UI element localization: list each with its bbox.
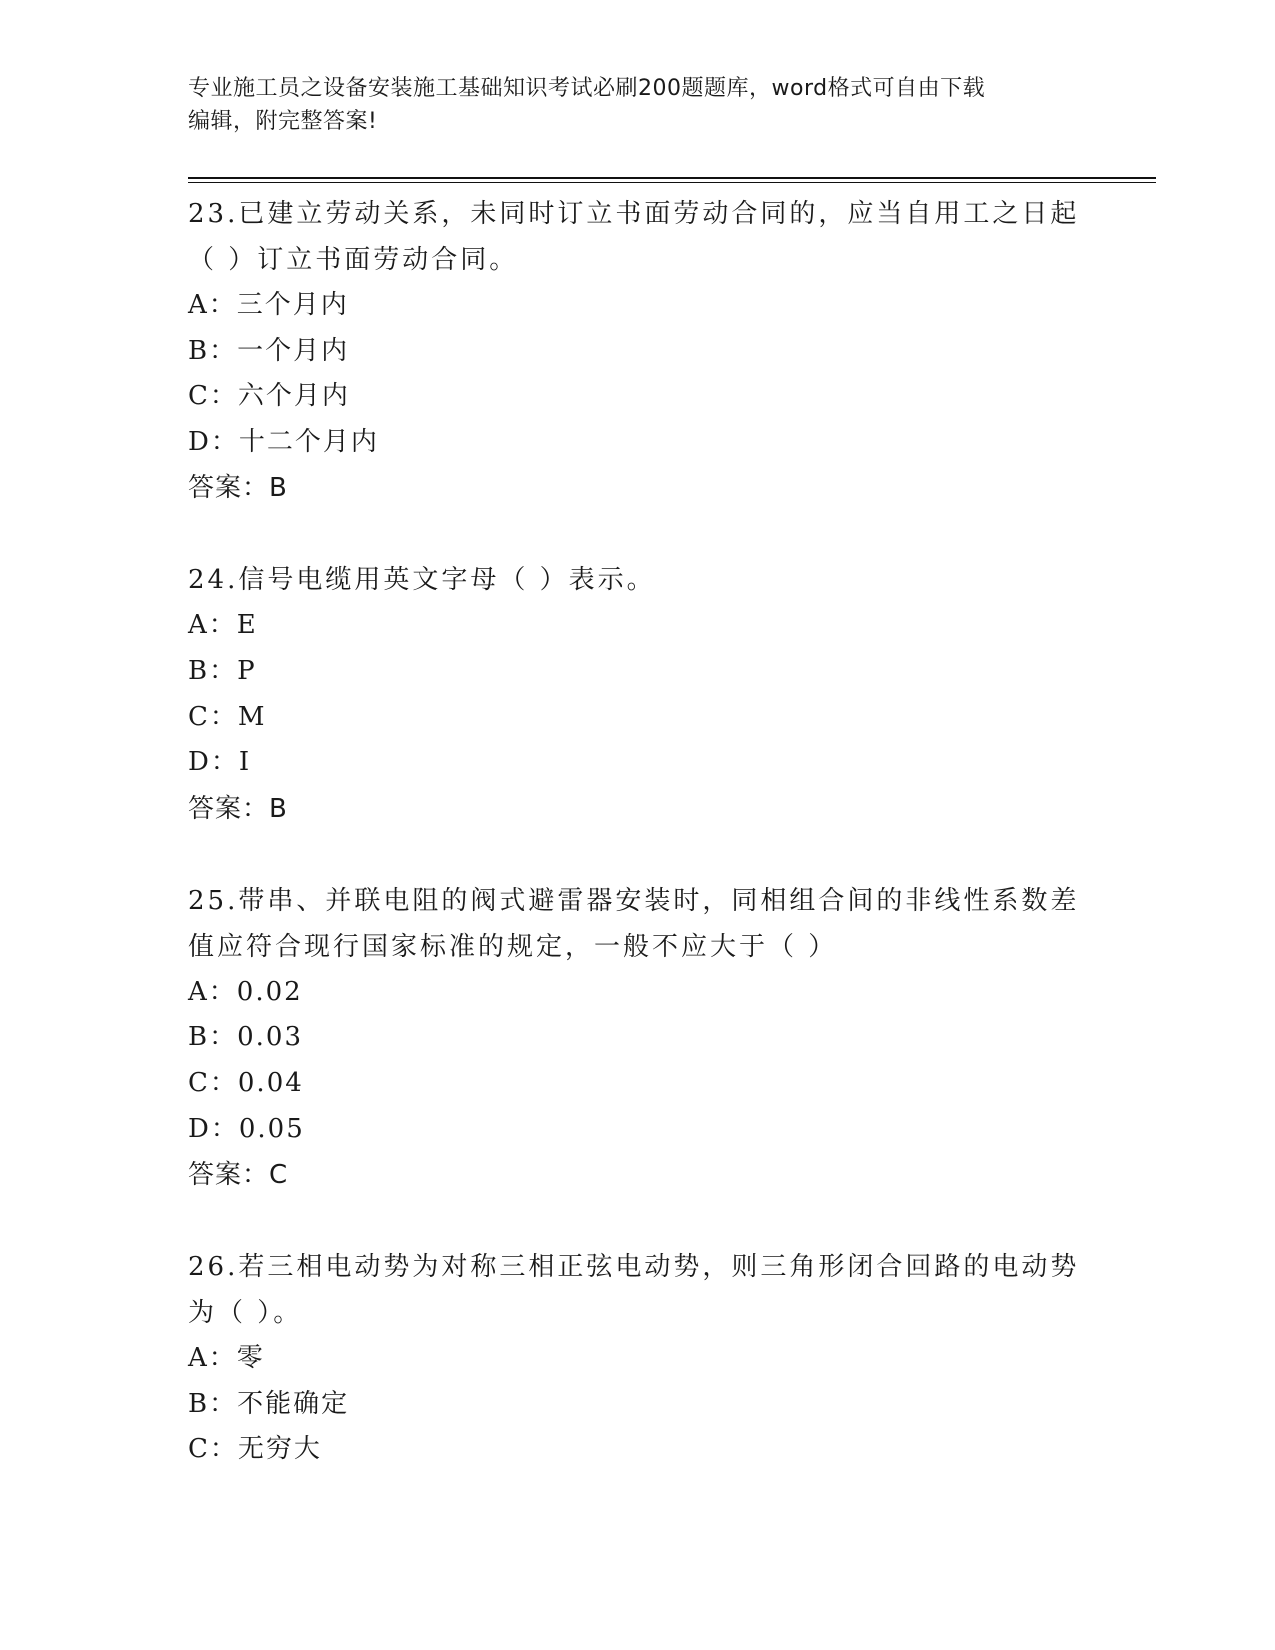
option-a: A：E <box>188 610 258 641</box>
option-d: D：0.05 <box>188 1113 305 1144</box>
question-stem <box>188 557 1088 603</box>
option-d: D：十二个月内 <box>188 426 379 457</box>
answer-label: 答案：B <box>188 793 288 824</box>
option-b: B：0.03 <box>188 1022 303 1053</box>
question-list <box>188 186 1088 1473</box>
question-stem <box>188 878 1088 970</box>
option-b: B：不能确定 <box>188 1388 350 1419</box>
header-rule-thick <box>188 177 1156 179</box>
header-line-2: 编辑，附完整答案! <box>188 109 378 134</box>
question-stem <box>188 1244 1088 1336</box>
option-a: A：0.02 <box>188 976 303 1007</box>
option-c: C：无穷大 <box>188 1434 322 1465</box>
question-stem-line: 值应符合现行国家标准的规定，一般不应大于（ ） <box>188 931 838 962</box>
option-c: C：0.04 <box>188 1067 304 1098</box>
document-header <box>188 72 1088 138</box>
answer-label: 答案：C <box>188 1160 289 1191</box>
option-b: B：P <box>188 655 257 686</box>
option-c: C：M <box>188 701 267 732</box>
question-26 <box>188 1244 1088 1473</box>
option-c: C：六个月内 <box>188 381 350 412</box>
option-a: A：三个月内 <box>188 290 349 320</box>
header-line-1: 专业施工员之设备安装施工基础知识考试必刷200题题库，word格式可自由下载 <box>188 76 986 101</box>
option-a: A：零 <box>188 1343 265 1374</box>
option-b: B：一个月内 <box>188 335 350 366</box>
option-d: D：I <box>188 747 252 778</box>
question-stem-line: 25.带串、并联电阻的阀式避雷器安装时，同相组合间的非线性系数差 <box>188 885 1080 916</box>
question-25 <box>188 878 1088 1198</box>
question-stem-line: 26.若三相电动势为对称三相正弦电动势，则三角形闭合回路的电动势 <box>188 1252 1080 1283</box>
answer-label: 答案：B <box>188 473 288 504</box>
question-stem-line: （ ）订立书面劳动合同。 <box>188 245 519 275</box>
header-rule-thin <box>188 182 1156 183</box>
question-24 <box>188 557 1088 831</box>
question-stem-line: 23.已建立劳动关系，未同时订立书面劳动合同的，应当自用工之日起 <box>188 199 1080 229</box>
question-23 <box>188 191 1088 511</box>
question-stem-line: 24.信号电缆用英文字母（ ）表示。 <box>188 565 656 596</box>
question-stem <box>188 191 1088 283</box>
question-stem-line: 为（ ）。 <box>188 1298 303 1329</box>
